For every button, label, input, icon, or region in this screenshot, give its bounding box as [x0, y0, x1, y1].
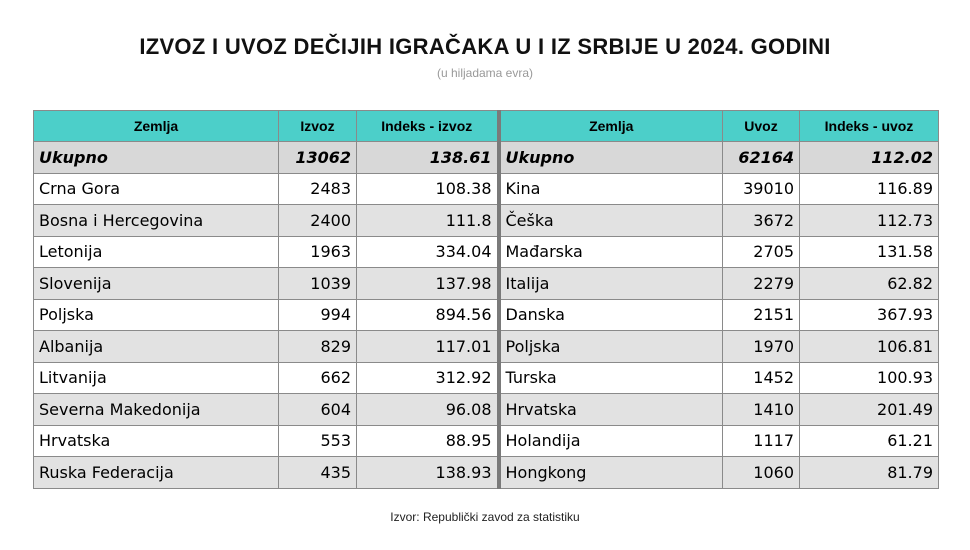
- import-index-cell: 100.93: [800, 362, 939, 394]
- column-header: Zemlja: [499, 111, 723, 142]
- import-index-cell: 61.21: [800, 425, 939, 457]
- export-country-cell: Bosna i Hercegovina: [34, 205, 279, 237]
- import-index-cell: 201.49: [800, 394, 939, 426]
- export-value-cell: 662: [279, 362, 357, 394]
- trade-table: [33, 110, 939, 489]
- export-value-cell: 2483: [279, 173, 357, 205]
- import-value-cell: 1970: [723, 331, 800, 363]
- import-country-cell: Hrvatska: [499, 394, 723, 426]
- source-note: Izvor: Republički zavod za statistiku: [390, 510, 580, 524]
- export-country-cell: Severna Makedonija: [34, 394, 279, 426]
- import-value-cell: 1060: [723, 457, 800, 489]
- chart-subtitle: (u hiljadama evra): [436, 66, 534, 80]
- import-country-cell: Holandija: [499, 425, 723, 457]
- column-header: Indeks - izvoz: [357, 111, 499, 142]
- import-value-cell: 1117: [723, 425, 800, 457]
- export-value-cell: 1963: [279, 236, 357, 268]
- export-index-cell: 894.56: [357, 299, 499, 331]
- export-value-cell: 829: [279, 331, 357, 363]
- import-value-cell: 62164: [723, 142, 800, 174]
- export-country-cell: Albanija: [34, 331, 279, 363]
- import-country-cell: Mađarska: [499, 236, 723, 268]
- table-row: [34, 173, 939, 205]
- chart-title: IZVOZ I UVOZ DEČIJIH IGRAČAKA U I IZ SRBIJE U 2024. GODINI: [139, 34, 831, 59]
- column-header: Uvoz: [723, 111, 800, 142]
- import-country-cell: Kina: [499, 173, 723, 205]
- column-header: Izvoz: [279, 111, 357, 142]
- table-row: [34, 425, 939, 457]
- table-row: [34, 394, 939, 426]
- import-index-cell: 131.58: [800, 236, 939, 268]
- import-value-cell: 1452: [723, 362, 800, 394]
- export-index-cell: 117.01: [357, 331, 499, 363]
- export-value-cell: 13062: [279, 142, 357, 174]
- import-country-cell: Italija: [499, 268, 723, 300]
- import-index-cell: 62.82: [800, 268, 939, 300]
- export-index-cell: 138.93: [357, 457, 499, 489]
- export-value-cell: 1039: [279, 268, 357, 300]
- import-value-cell: 39010: [723, 173, 800, 205]
- table-header-row: [34, 111, 939, 142]
- export-index-cell: 108.38: [357, 173, 499, 205]
- table-row: [34, 268, 939, 300]
- export-index-cell: 334.04: [357, 236, 499, 268]
- export-index-cell: 111.8: [357, 205, 499, 237]
- import-country-cell: Turska: [499, 362, 723, 394]
- export-country-cell: Poljska: [34, 299, 279, 331]
- import-country-cell: Češka: [499, 205, 723, 237]
- table-row: [34, 236, 939, 268]
- export-value-cell: 994: [279, 299, 357, 331]
- export-value-cell: 604: [279, 394, 357, 426]
- import-country-cell: Danska: [499, 299, 723, 331]
- export-country-cell: Ukupno: [34, 142, 279, 174]
- import-country-cell: Poljska: [499, 331, 723, 363]
- export-country-cell: Ruska Federacija: [34, 457, 279, 489]
- import-value-cell: 1410: [723, 394, 800, 426]
- column-header: Zemlja: [34, 111, 279, 142]
- table-row: [34, 299, 939, 331]
- import-value-cell: 2705: [723, 236, 800, 268]
- import-value-cell: 3672: [723, 205, 800, 237]
- export-country-cell: Slovenija: [34, 268, 279, 300]
- import-value-cell: 2151: [723, 299, 800, 331]
- table-row: [34, 205, 939, 237]
- import-index-cell: 106.81: [800, 331, 939, 363]
- import-index-cell: 112.73: [800, 205, 939, 237]
- export-country-cell: Hrvatska: [34, 425, 279, 457]
- import-index-cell: 81.79: [800, 457, 939, 489]
- import-value-cell: 2279: [723, 268, 800, 300]
- export-index-cell: 312.92: [357, 362, 499, 394]
- export-index-cell: 96.08: [357, 394, 499, 426]
- table-row: [34, 362, 939, 394]
- export-value-cell: 2400: [279, 205, 357, 237]
- import-country-cell: Hongkong: [499, 457, 723, 489]
- export-index-cell: 88.95: [357, 425, 499, 457]
- import-index-cell: 367.93: [800, 299, 939, 331]
- table-row: [34, 457, 939, 489]
- export-value-cell: 435: [279, 457, 357, 489]
- export-index-cell: 137.98: [357, 268, 499, 300]
- export-country-cell: Letonija: [34, 236, 279, 268]
- export-index-cell: 138.61: [357, 142, 499, 174]
- export-country-cell: Crna Gora: [34, 173, 279, 205]
- import-country-cell: Ukupno: [499, 142, 723, 174]
- import-index-cell: 112.02: [800, 142, 939, 174]
- total-row: [34, 142, 939, 174]
- import-index-cell: 116.89: [800, 173, 939, 205]
- column-header: Indeks - uvoz: [800, 111, 939, 142]
- export-value-cell: 553: [279, 425, 357, 457]
- export-country-cell: Litvanija: [34, 362, 279, 394]
- table-row: [34, 331, 939, 363]
